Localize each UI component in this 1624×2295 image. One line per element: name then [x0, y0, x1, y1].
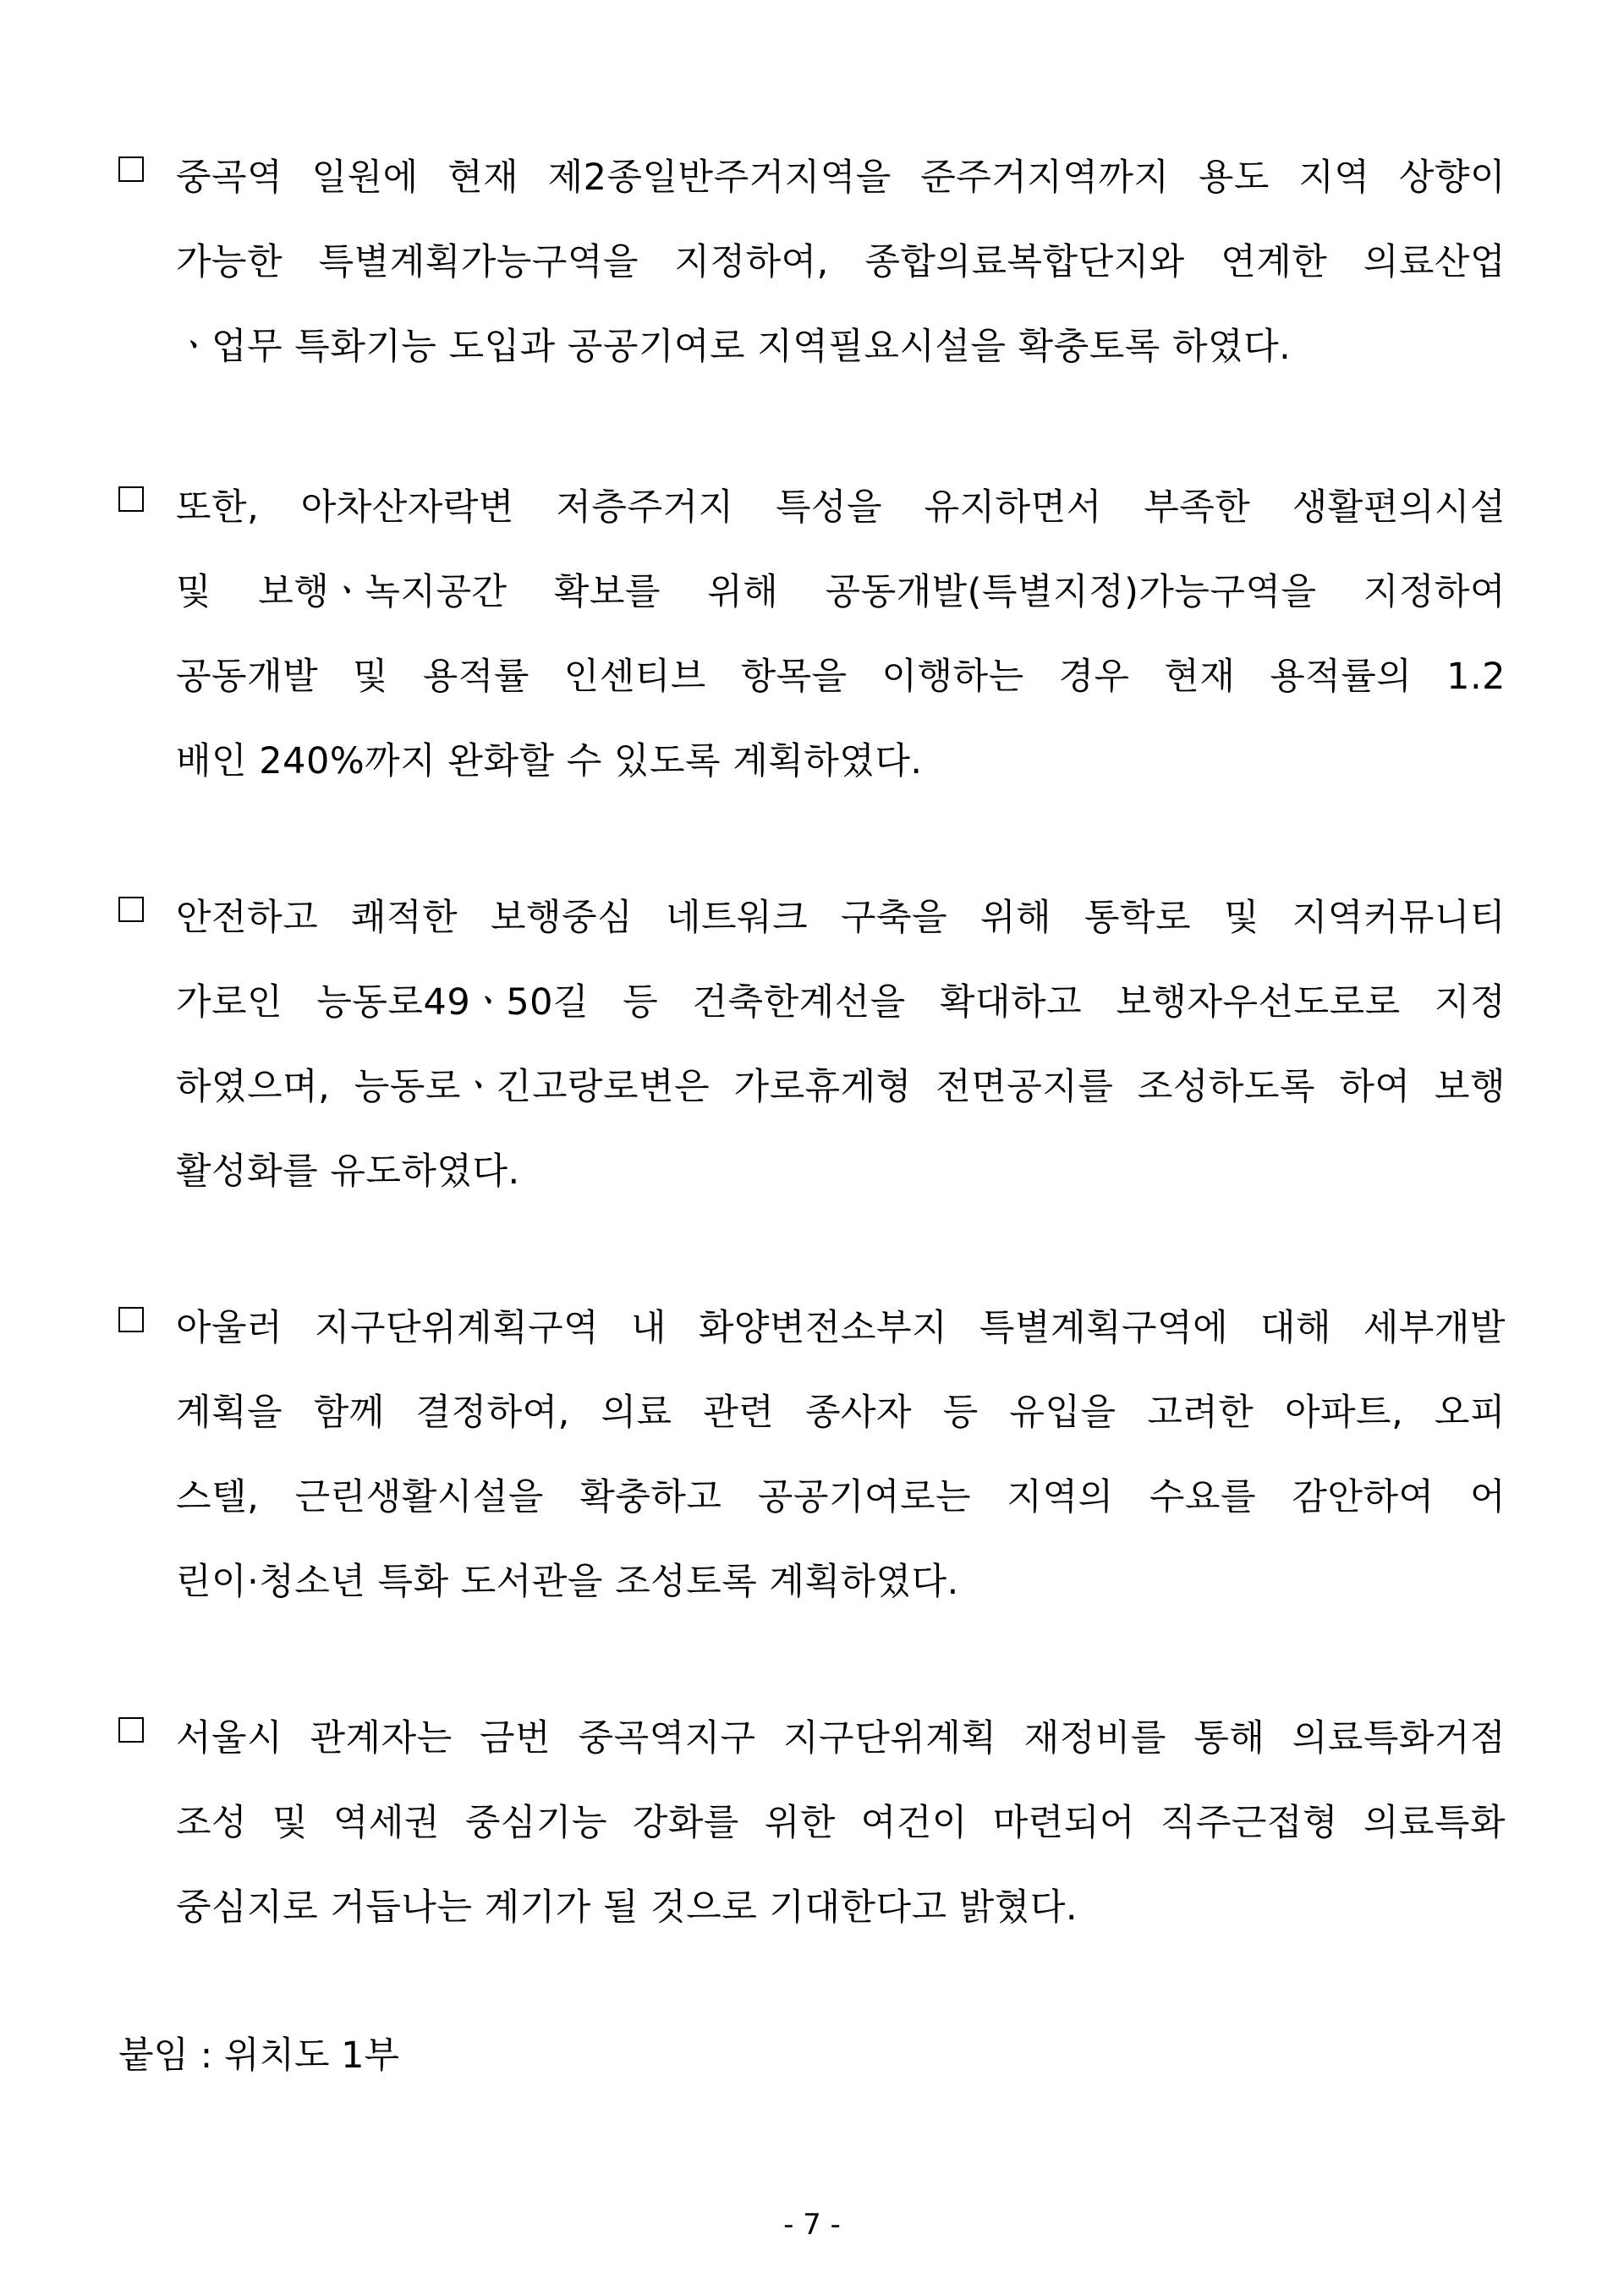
checkbox-bullet-icon [118, 897, 144, 922]
checkbox-bullet-icon [118, 1717, 144, 1743]
page-number: - 7 - [783, 2208, 841, 2242]
paragraph-line: 및 보행ㆍ녹지공간 확보를 위해 공동개발(특별지정)가능구역을 지정하여 [176, 571, 1506, 613]
paragraph-line: 안전하고 쾌적한 보행중심 네트워크 구축을 위해 통학로 및 지역커뮤니티 [176, 897, 1506, 939]
paragraph-1 [118, 135, 1506, 389]
paragraph-line: 하였으며, 능동로ㆍ긴고랑로변은 가로휴게형 전면공지를 조성하도록 하여 보행 [176, 1066, 1506, 1108]
checkbox-bullet-icon [118, 486, 144, 512]
paragraph-line: 린이·청소년 특화 도서관을 조성토록 계획하였다. [176, 1561, 959, 1603]
paragraph-line: 공동개발 및 용적률 인센티브 항목을 이행하는 경우 현재 용적률의 1.2 [176, 656, 1506, 698]
paragraph-line: 스텔, 근린생활시설을 확충하고 공공기여로는 지역의 수요를 감안하여 어 [176, 1476, 1506, 1518]
attachment-note: 붙임 : 위치도 1부 [118, 2034, 400, 2077]
paragraph-line: 또한, 아차산자락변 저층주거지 특성을 유지하면서 부족한 생활편의시설 [176, 486, 1506, 529]
paragraph-line: 아울러 지구단위계획구역 내 화양변전소부지 특별계획구역에 대해 세부개발 [176, 1307, 1506, 1349]
paragraph-line: 가로인 능동로49ㆍ50길 등 건축한계선을 확대하고 보행자우선도로로 지정 [176, 981, 1506, 1024]
paragraph-line: 가능한 특별계획가능구역을 지정하여, 종합의료복합단지와 연계한 의료산업 [176, 241, 1506, 283]
checkbox-bullet-icon [118, 1307, 144, 1332]
paragraph-5 [118, 1696, 1506, 1950]
checkbox-bullet-icon [118, 156, 144, 182]
paragraph-line: 중곡역 일원에 현재 제2종일반주거지역을 준주거지역까지 용도 지역 상향이 [176, 156, 1506, 199]
paragraph-4 [118, 1286, 1506, 1624]
paragraph-2 [118, 465, 1506, 804]
paragraph-3 [118, 876, 1506, 1214]
paragraph-line: 조성 및 역세권 중심기능 강화를 위한 여건이 마련되어 직주근접형 의료특화 [176, 1802, 1506, 1844]
paragraph-line: 활성화를 유도하였다. [176, 1150, 520, 1193]
paragraph-line: 계획을 함께 결정하여, 의료 관련 종사자 등 유입을 고려한 아파트, 오피 [176, 1392, 1506, 1434]
paragraph-line: 배인 240%까지 완화할 수 있도록 계획하였다. [176, 740, 923, 782]
paragraph-line: 중심지로 거듭나는 계기가 될 것으로 기대한다고 밝혔다. [176, 1886, 1078, 1929]
paragraph-line: ㆍ업무 특화기능 도입과 공공기여로 지역필요시설을 확충토록 하였다. [176, 326, 1292, 368]
paragraph-line: 서울시 관계자는 금번 중곡역지구 지구단위계획 재정비를 통해 의료특화거점 [176, 1717, 1506, 1760]
